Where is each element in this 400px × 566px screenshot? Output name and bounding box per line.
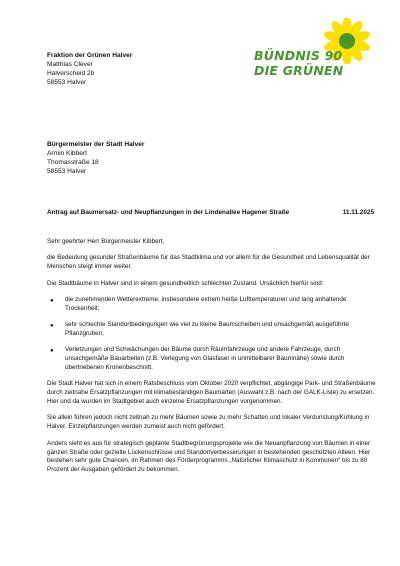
sender-address (47, 52, 132, 88)
salutation: Sehr geehrter Herr Bürgermeister Kibbert, (47, 238, 165, 245)
paragraph-2: Die Stadtbäume in Halver sind in einem gesundheitlich schlechten Zustand. Ursächlich hierfür sind: (47, 279, 324, 287)
paragraph-4: Sie allein führen jedoch nicht zeitnah zu mehr Bäumen sowie zu mehr Schatten und lokaler Verdunstung/Kühlung in Halver. Einzelpflanzungen werden zumeist auch nicht gefördert. (47, 414, 370, 431)
logo-line1: BÜNDNIS 90 (254, 48, 343, 63)
bullet-icon: ● (50, 297, 54, 304)
paragraph-1: die Bedeutung gesunder Straßenbäume für das Stadtklima und vor allem für die Gesundheit und Lebensqualität der Menschen steigt immer weiter. (47, 254, 370, 271)
paragraph-5: Anders sieht es aus für strategisch geplante Stadtbegrünungsprojekte wie die Neuanpflanzung von Bäumen in einer ganzen Straße oder gezielte Lückenschlüsse und Standortverbesserungen in bestehenden geschützten Alleen. Hier bestehen sehr gute Chancen, im Rahmen des Förderprogramms „Natürlicher Klimaschutz in Kommunen“ bis zu 80 Prozent der Ausgaben gefördert zu bekommen. (47, 439, 371, 474)
bullet-icon: ● (50, 323, 54, 329)
list-item (47, 346, 377, 373)
logo-line2: DIE GRÜNEN (254, 63, 344, 78)
letter-body (47, 238, 377, 483)
sender-city: 58553 Halver (47, 78, 87, 86)
paragraph-3: Die Stadt Halver hat sich in einem Ratsbeschluss vom Oktober 2020 verpflichtet, abgängige Park- und Straßenbäume durch zeitnahe Ersatzpflanzungen mit klimabeständigen Baumarten (Auswahl z.B. nach der GALK-Liste) zu ersetzen. Hier und da wurden im Stadtgebiet auch einzelne Ersatzpflanzungen vorgenommen. (47, 380, 376, 406)
sender-org: Fraktion der Grünen Halver (47, 52, 133, 59)
subject-text: Antrag auf Baumersatz- und Neupflanzungen in der Lindenallee Hagener Straße (47, 209, 290, 216)
recipient-address (47, 141, 144, 177)
sender-name: Matthias Clever (47, 60, 93, 68)
sender-street: Halverscheid 2b (47, 69, 95, 77)
party-logo (254, 18, 382, 92)
bullet-icon: ● (50, 348, 54, 355)
list-item-text: sehr schlechte Standortbedingungen wie viel zu kleine Baumscheiben und unsachgemäß ausgeführte Pflanzgruben; (65, 321, 349, 337)
letter-date: 11.11.2025 (342, 209, 374, 216)
recipient-name: Armin Kibbert (47, 149, 87, 157)
recipient-title: Bürgermeister der Stadt Halver (47, 141, 145, 148)
list-item (47, 321, 377, 339)
subject-line (47, 209, 374, 216)
recipient-city: 58553 Halver (47, 167, 87, 175)
list-item-text: die zunehmenden Wetterextreme, insbesondere extrem heiße Lufttemperaturen und lang anhaltende Trockenheit; (65, 295, 347, 312)
list-item (47, 296, 377, 314)
list-item-text: Verletzungen und Schwächungen der Bäume durch Räumfahrzeuge und andere Fahrzeuge, durch unsachgemäße Bauarbeiten (z.B. Verlegung von Glasfaser in unmittelbarer Baumnähe) sowie durch übertriebenen Kronenbeschnitt. (65, 346, 345, 372)
cause-list (47, 296, 377, 373)
recipient-street: Thomasstraße 18 (47, 158, 99, 166)
